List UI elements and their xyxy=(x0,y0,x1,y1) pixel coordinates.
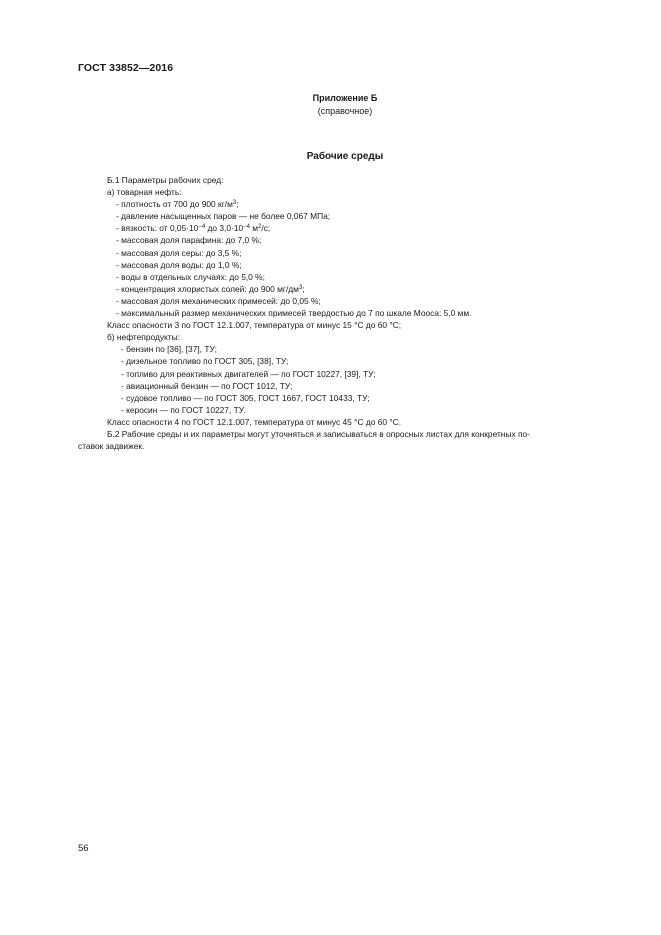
clause-b2-line1: Б.2 Рабочие среды и их параметры могут уточняться и записываться в опросных листах для конкретных по- xyxy=(107,428,530,439)
list-item-mechanical-impurities: - массовая доля механических примесей: до 0,05 %; xyxy=(116,295,321,306)
hazard-class-4: Класс опасности 4 по ГОСТ 12.1.007, температура от минус 45 °С до 60 °С. xyxy=(107,416,402,427)
document-code-header: ГОСТ 33852—2016 xyxy=(78,62,174,74)
page-number: 56 xyxy=(78,843,89,854)
document-body xyxy=(78,174,586,452)
list-item-petroleum: - авиационный бензин — по ГОСТ 1012, ТУ; xyxy=(121,380,293,391)
list-item-water-occasional: - воды в отдельных случаях: до 5,0 %; xyxy=(116,271,265,282)
list-item-petroleum: - судовое топливо — по ГОСТ 305, ГОСТ 1667, ГОСТ 10433, ТУ; xyxy=(121,392,370,403)
clause-b2-line2: ставок задвижек. xyxy=(78,441,145,452)
appendix-heading xyxy=(0,92,661,117)
list-item-water: - массовая доля воды: до 1,0 %; xyxy=(116,259,242,270)
list-item-density: - плотность от 700 до 900 $кг/м^3$; xyxy=(116,199,239,210)
list-item-chloride-salts: - концентрация хлористых солей: до 900 $мг/дм^3$; xyxy=(116,283,305,294)
list-item-paraffin: - массовая доля парафина: до 7,0 %; xyxy=(116,235,262,246)
item-b-intro: б) нефтепродукты: xyxy=(107,332,180,343)
item-a-intro: а) товарная нефть: xyxy=(107,187,182,198)
clause-b1-intro: Б.1 Параметры рабочих сред: xyxy=(107,175,224,185)
list-item-petroleum: - топливо для реактивных двигателей — по ГОСТ 10227, [39], ТУ; xyxy=(121,368,376,379)
list-item-sulfur: - массовая доля серы: до 3,5 %; xyxy=(116,247,242,258)
list-item-max-impurity-size: - максимальный размер механических примесей твердостью до 7 по шкале Мооса: 5,0 мм. xyxy=(116,308,472,319)
list-item-petroleum: - керосин — по ГОСТ 10227, ТУ. xyxy=(121,404,246,415)
list-item-viscosity: - вязкость: от $0,05\cdot 10^{-4}$ до $3,0\cdot 10^{-4}$ $м^2/с$; xyxy=(116,223,271,234)
hazard-class-3: Класс опасности 3 по ГОСТ 12.1.007, температура от минус 15 °С до 60 °С; xyxy=(107,320,402,331)
appendix-subtitle: (справочное) xyxy=(317,105,373,116)
list-item-petroleum: - дизельное топливо по ГОСТ 305, [38], ТУ; xyxy=(121,356,289,367)
appendix-title: Приложение Б xyxy=(312,93,378,103)
list-item-vapor-pressure: - давление насыщенных паров — не более 0,067 МПа; xyxy=(116,211,331,222)
section-title: Рабочие среды xyxy=(306,151,384,162)
list-item-petroleum: - бензин по [36], [37], ТУ; xyxy=(121,344,217,355)
